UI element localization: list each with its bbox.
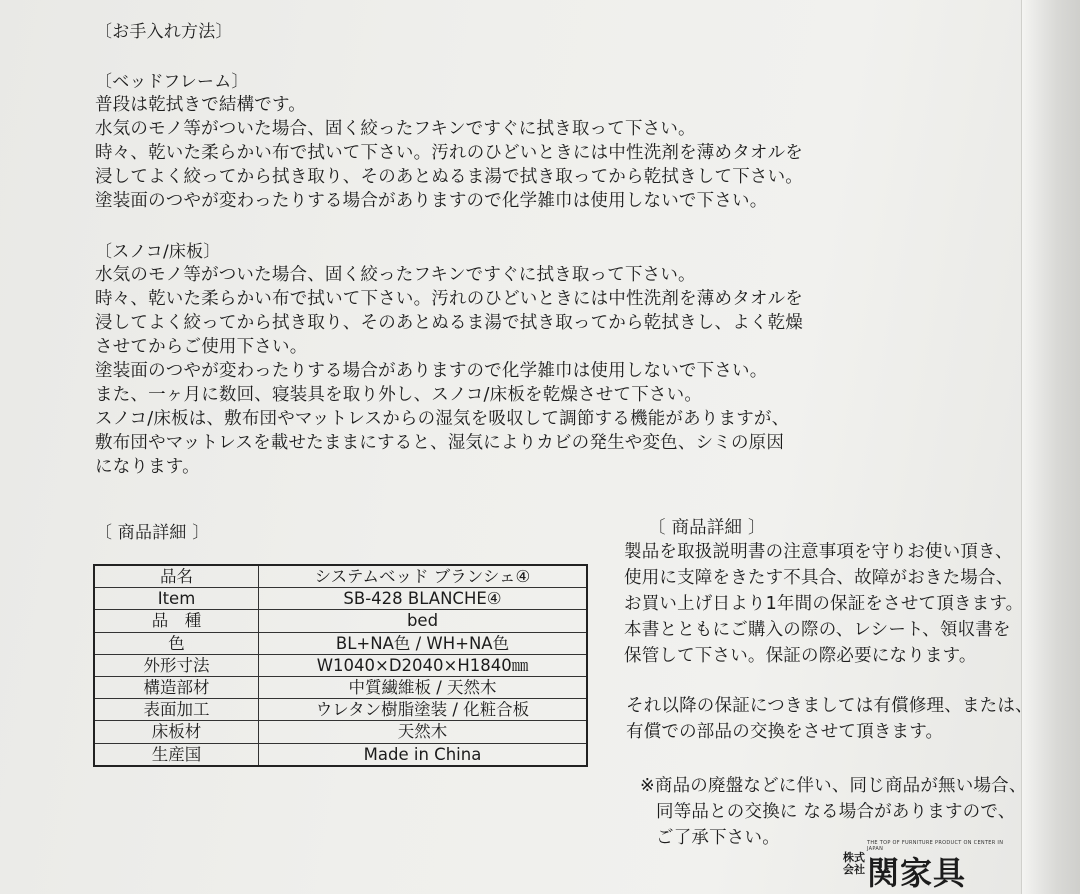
warranty-line: 本書とともにご購入の際の、レシート、領収書を <box>624 620 1011 640</box>
warranty-note-line: 同等品との交換に なる場合がありますので、 <box>656 802 1016 822</box>
table-row <box>94 699 587 721</box>
warranty-line: お買い上げ日より1年間の保証をさせて頂きます。 <box>624 594 1024 614</box>
warranty-heading: 〔 商品詳細 〕 <box>648 518 766 538</box>
table-row <box>94 676 587 698</box>
slats-line: 浸してよく絞ってから拭き取り、そのあとぬるま湯で拭き取ってから乾拭きし、よく乾燥 <box>95 313 803 333</box>
frame-line: 水気のモノ等がついた場合、固く絞ったフキンですぐに拭き取って下さい。 <box>95 119 696 139</box>
spec-key: 外形寸法 <box>94 654 259 676</box>
slats-line: 時々、乾いた柔らかい布で拭いて下さい。汚れのひどいときには中性洗剤を薄めタオルを <box>95 289 803 309</box>
spec-value: ウレタン樹脂塗装 / 化粧合板 <box>259 699 588 721</box>
product-spec-table <box>93 564 588 767</box>
spec-key: 品名 <box>94 565 259 588</box>
slats-line: また、一ヶ月に数回、寝装具を取り外し、スノコ/床板を乾燥させて下さい。 <box>95 385 703 405</box>
spec-value: Made in China <box>259 743 588 766</box>
product-heading: 〔 商品詳細 〕 <box>95 523 210 543</box>
frame-line: 普段は乾拭きで結構です。 <box>95 95 306 115</box>
spec-value: bed <box>259 610 588 632</box>
spec-key: 色 <box>94 632 259 654</box>
frame-line: 浸してよく絞ってから拭き取り、そのあとぬるま湯で拭き取ってから乾拭きして下さい。 <box>95 167 803 187</box>
table-row <box>94 565 587 588</box>
frame-line: 時々、乾いた柔らかい布で拭いて下さい。汚れのひどいときには中性洗剤を薄めタオルを <box>95 143 803 163</box>
slats-line: 塗装面のつやが変わったりする場合がありますので化学雑巾は使用しないで下さい。 <box>95 361 768 381</box>
slats-line: になります。 <box>95 457 200 477</box>
table-row <box>94 743 587 766</box>
frame-line: 塗装面のつやが変わったりする場合がありますので化学雑巾は使用しないで下さい。 <box>95 191 768 211</box>
spec-key: 表面加工 <box>94 699 259 721</box>
table-row <box>94 588 587 610</box>
page-edge-shadow <box>1021 0 1080 894</box>
slats-line: させてからご使用下さい。 <box>95 337 308 357</box>
warranty-line: 保管して下さい。保証の際必要になります。 <box>624 646 977 666</box>
spec-value: システムベッド ブランシェ④ <box>259 565 588 588</box>
frame-heading: 〔ベッドフレーム〕 <box>95 72 249 92</box>
warranty-line: 使用に支障をきたす不具合、故障がおきた場合、 <box>624 568 1014 588</box>
spec-value: BL+NA色 / WH+NA色 <box>259 632 588 654</box>
spec-key: Item <box>94 588 259 610</box>
logo-tagline: THE TOP OF FURNITURE PRODUCT ON CENTER IN JAPAN <box>867 840 1004 852</box>
slats-heading: 〔スノコ/床板〕 <box>95 242 221 262</box>
warranty-line: 有償での部品の交換をさせて頂きます。 <box>626 722 944 742</box>
warranty-line: 製品を取扱説明書の注意事項を守りお使い頂き、 <box>624 542 1013 562</box>
slats-line: 水気のモノ等がついた場合、固く絞ったフキンですぐに拭き取って下さい。 <box>95 265 696 285</box>
care-heading: 〔お手入れ方法〕 <box>95 22 233 42</box>
table-row <box>94 632 587 654</box>
warranty-note-line: ※商品の廃盤などに伴い、同じ商品が無い場合、 <box>640 776 1027 796</box>
spec-value: 中質繊維板 / 天然木 <box>259 676 588 698</box>
spec-key: 床板材 <box>94 721 259 743</box>
spec-key: 生産国 <box>94 743 259 766</box>
slats-line: スノコ/床板は、敷布団やマットレスからの湿気を吸収して調節する機能がありますが、 <box>95 409 790 429</box>
logo-kabushiki: 株式 会社 <box>843 851 865 876</box>
company-logo <box>843 840 1018 890</box>
logo-name: 関家具 <box>867 854 967 892</box>
spec-key: 品 種 <box>94 610 259 632</box>
spec-value: SB-428 BLANCHE④ <box>259 588 588 610</box>
spec-value: 天然木 <box>259 721 588 743</box>
warranty-line: それ以降の保証につきましては有償修理、または、 <box>626 696 1033 716</box>
warranty-note-line: ご了承下さい。 <box>656 828 780 848</box>
table-row <box>94 721 587 743</box>
table-row <box>94 654 587 676</box>
table-row <box>94 610 587 632</box>
slats-line: 敷布団やマットレスを載せたままにすると、湿気によりカビの発生や変色、シミの原因 <box>95 433 785 453</box>
spec-value: W1040×D2040×H1840㎜ <box>259 654 588 676</box>
spec-key: 構造部材 <box>94 676 259 698</box>
